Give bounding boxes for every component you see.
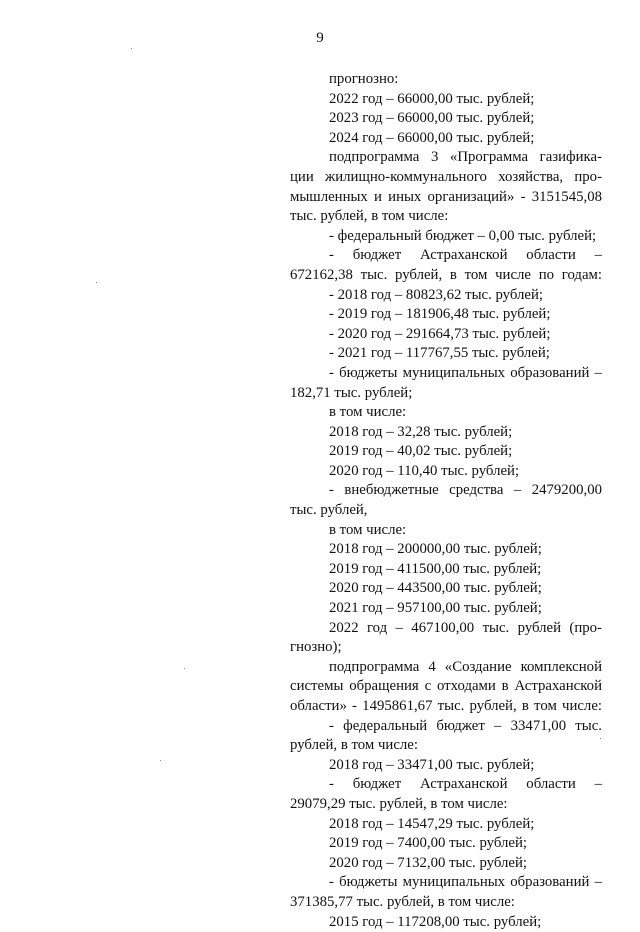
text-line: 2018 год – 200000,00 тыс. рублей; <box>329 541 542 558</box>
text-line: прогнозно: <box>329 71 399 87</box>
text-line: 2021 год – 957100,00 тыс. рублей; <box>329 600 542 617</box>
text-line: 2020 год – 7132,00 тыс. рублей; <box>329 854 528 871</box>
text-line: - 2020 год – 291664,73 тыс. рублей; <box>329 325 551 342</box>
text-line: 672162,38 тыс. рублей, в том числе по годам: <box>290 266 602 283</box>
text-line: 182,71 тыс. рублей; <box>290 384 413 401</box>
scan-speck <box>184 668 185 669</box>
text-line: - бюджеты муниципальных образований – <box>329 874 602 891</box>
text-line: 2018 год – 32,28 тыс. рублей; <box>329 423 513 440</box>
text-line: 2020 год – 110,40 тыс. рублей; <box>329 462 520 479</box>
text-line: 2019 год – 7400,00 тыс. рублей; <box>329 835 528 852</box>
text-line: тыс. рублей, <box>290 502 368 519</box>
scan-speck <box>600 738 601 739</box>
text-line: - 2021 год – 117767,55 тыс. рублей; <box>329 345 550 362</box>
page-number: 9 <box>316 30 324 46</box>
text-line: системы обращения с отходами в Астраханской <box>290 678 602 695</box>
text-line: 29079,29 тыс. рублей, в том числе: <box>290 795 508 812</box>
text-line: тыс. рублей, в том числе: <box>290 208 449 225</box>
document-text-column <box>290 70 602 932</box>
text-line: - федеральный бюджет – 33471,00 тыс. <box>329 717 602 734</box>
text-line: подпрограмма 4 «Создание комплексной <box>329 658 602 675</box>
text-line: гнозно); <box>290 639 342 656</box>
text-line: - бюджет Астраханской области – <box>329 776 602 793</box>
text-line: 2019 год – 40,02 тыс. рублей; <box>329 443 513 460</box>
text-line: 2015 год – 117208,00 тыс. рублей; <box>329 913 542 930</box>
text-line: - 2018 год – 80823,62 тыс. рублей; <box>329 286 544 303</box>
text-line: 2022 год – 467100,00 тыс. рублей (про- <box>329 619 602 636</box>
scan-speck <box>131 48 132 49</box>
text-line: - бюджеты муниципальных образований – <box>329 364 602 381</box>
text-line: - бюджет Астраханской области – <box>329 247 602 264</box>
text-line: 2020 год – 443500,00 тыс. рублей; <box>329 580 542 597</box>
text-line: - внебюджетные средства – 2479200,00 <box>329 482 602 499</box>
text-line: 2018 год – 14547,29 тыс. рублей; <box>329 815 535 832</box>
text-line: 2019 год – 411500,00 тыс. рублей; <box>329 560 542 577</box>
text-line: 2018 год – 33471,00 тыс. рублей; <box>329 756 535 773</box>
text-line: 371385,77 тыс. рублей, в том числе: <box>290 893 515 910</box>
text-line: 2023 год – 66000,00 тыс. рублей; <box>329 110 535 127</box>
text-line: ции жилищно-коммунального хозяйства, про- <box>290 168 602 185</box>
text-line: - 2019 год – 181906,48 тыс. рублей; <box>329 306 551 323</box>
scan-speck <box>160 760 161 761</box>
text-line: - федеральный бюджет – 0,00 тыс. рублей; <box>329 227 597 244</box>
scan-speck <box>96 282 97 283</box>
text-line: мышленных и иных организаций» - 3151545,08 <box>290 188 602 205</box>
text-line: в том числе: <box>329 404 407 421</box>
text-line: 2024 год – 66000,00 тыс. рублей; <box>329 129 535 146</box>
text-line: подпрограмма 3 «Программа газифика- <box>329 149 602 166</box>
text-line: рублей, в том числе: <box>290 737 418 754</box>
text-line: 2022 год – 66000,00 тыс. рублей; <box>329 90 535 107</box>
text-line: области» - 1495861,67 тыс. рублей, в том числе: <box>290 698 602 714</box>
text-line: в том числе: <box>329 521 407 538</box>
